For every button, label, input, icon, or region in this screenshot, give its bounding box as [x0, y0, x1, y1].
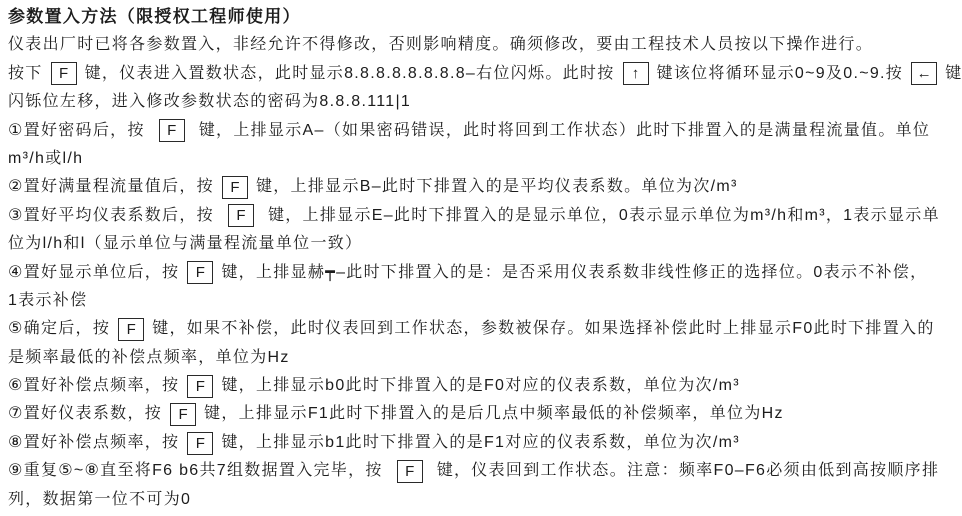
text-run: 闪铄位左移，进入修改参数状态的密码为8.8.8.111|1	[8, 93, 412, 111]
text-run: ⑧置好补偿点频率，按	[8, 433, 180, 451]
text-run: 键，仪表回到工作状态。注意：频率F0–F6必须由低到高按顺序排	[436, 462, 940, 480]
step-7	[8, 400, 928, 428]
text-run: ④置好显示单位后，按	[8, 263, 180, 281]
text-run: ①置好密码后，按	[8, 121, 145, 139]
f-key-icon: F	[187, 261, 213, 284]
text-run: 键，上排显示b1此时下排置入的是F1对应的仪表系数，单位为次/m³	[221, 433, 740, 451]
intro-line	[8, 31, 928, 59]
text-run: m³/h或l/h	[8, 149, 84, 167]
left-arrow-key-icon: ←	[911, 62, 937, 85]
step-9	[8, 457, 940, 485]
text-run: ②置好满量程流量值后，按	[8, 178, 214, 196]
step-2	[8, 173, 928, 201]
step-1-unit	[8, 145, 928, 173]
step-4-cont	[8, 287, 928, 315]
text-run: 键，上排显示F1此时下排置入的是后几点中频率最低的补偿频率，单位为Hz	[204, 405, 784, 423]
step-enter-setup	[8, 60, 962, 88]
f-key-icon: F	[187, 432, 213, 455]
text-run: ⑦置好仪表系数，按	[8, 405, 163, 423]
f-key-icon: F	[228, 204, 254, 227]
f-key-icon: F	[170, 403, 196, 426]
step-3	[8, 202, 940, 230]
page-title: 参数置入方法（限授权工程师使用）	[8, 7, 301, 26]
step-9-cont	[8, 486, 928, 514]
text-run: ③置好平均仪表系数后，按	[8, 206, 214, 224]
f-key-icon: F	[118, 318, 144, 341]
step-4	[8, 259, 928, 287]
text-run: 列，数据第一位不可为0	[8, 490, 192, 508]
text-run: 键	[945, 64, 962, 82]
f-key-icon: F	[51, 62, 77, 85]
text-run: 键，仪表进入置数状态，此时显示8.8.8.8.8.8.8.8–右位闪烁。此时按	[84, 64, 615, 82]
step-5-cont	[8, 344, 928, 372]
step-8	[8, 429, 928, 457]
f-key-icon: F	[222, 176, 248, 199]
step-1	[8, 117, 931, 145]
step-6	[8, 372, 928, 400]
step-3-cont	[8, 230, 928, 258]
text-run: ⑥置好补偿点频率，按	[8, 377, 180, 395]
step-5	[8, 315, 935, 343]
text-run: ⑤确定后，按	[8, 320, 111, 338]
up-arrow-key-icon: ↑	[623, 62, 649, 85]
text-run: 键，上排显示A–（如果密码错误，此时将回到工作状态）此时下排置入的是满量程流量值。单位	[198, 121, 931, 139]
text-run: 键，上排显赫┯–此时下排置入的是：是否采用仪表系数非线性修正的选择位。0表示不补偿，	[221, 263, 928, 281]
f-key-icon: F	[187, 375, 213, 398]
f-key-icon: F	[397, 460, 423, 483]
text-run: 键，如果不补偿，此时仪表回到工作状态，参数被保存。如果选择补偿此时上排显示F0此时下排置入的	[152, 320, 935, 338]
text-run: 仪表出厂时已将各参数置入，非经允许不得修改，否则影响精度。确须修改，要由工程技术人员按以下操作进行。	[8, 36, 874, 54]
text-run: 位为l/h和l（显示单位与满量程流量单位一致）	[8, 235, 363, 253]
text-run: 是频率最低的补偿点频率，单位为Hz	[8, 348, 290, 366]
text-run: 键，上排显示B–此时下排置入的是平均仪表系数。单位为次/m³	[255, 178, 738, 196]
text-run: 键，上排显示E–此时下排置入的是显示单位，0表示显示单位为m³/h和m³，1表示显示单	[267, 206, 940, 224]
text-run: ⑨重复⑤~⑧直至将F6 b6共7组数据置入完毕，按	[8, 462, 383, 480]
f-key-icon: F	[159, 119, 185, 142]
text-run: 1表示补偿	[8, 291, 88, 309]
text-run: 按下	[8, 64, 43, 82]
document-body	[8, 31, 962, 514]
text-run: 键该位将循环显示0~9及0.~9.按	[656, 64, 904, 82]
text-run: 键，上排显示b0此时下排置入的是F0对应的仪表系数，单位为次/m³	[221, 377, 740, 395]
password-line	[8, 88, 928, 116]
